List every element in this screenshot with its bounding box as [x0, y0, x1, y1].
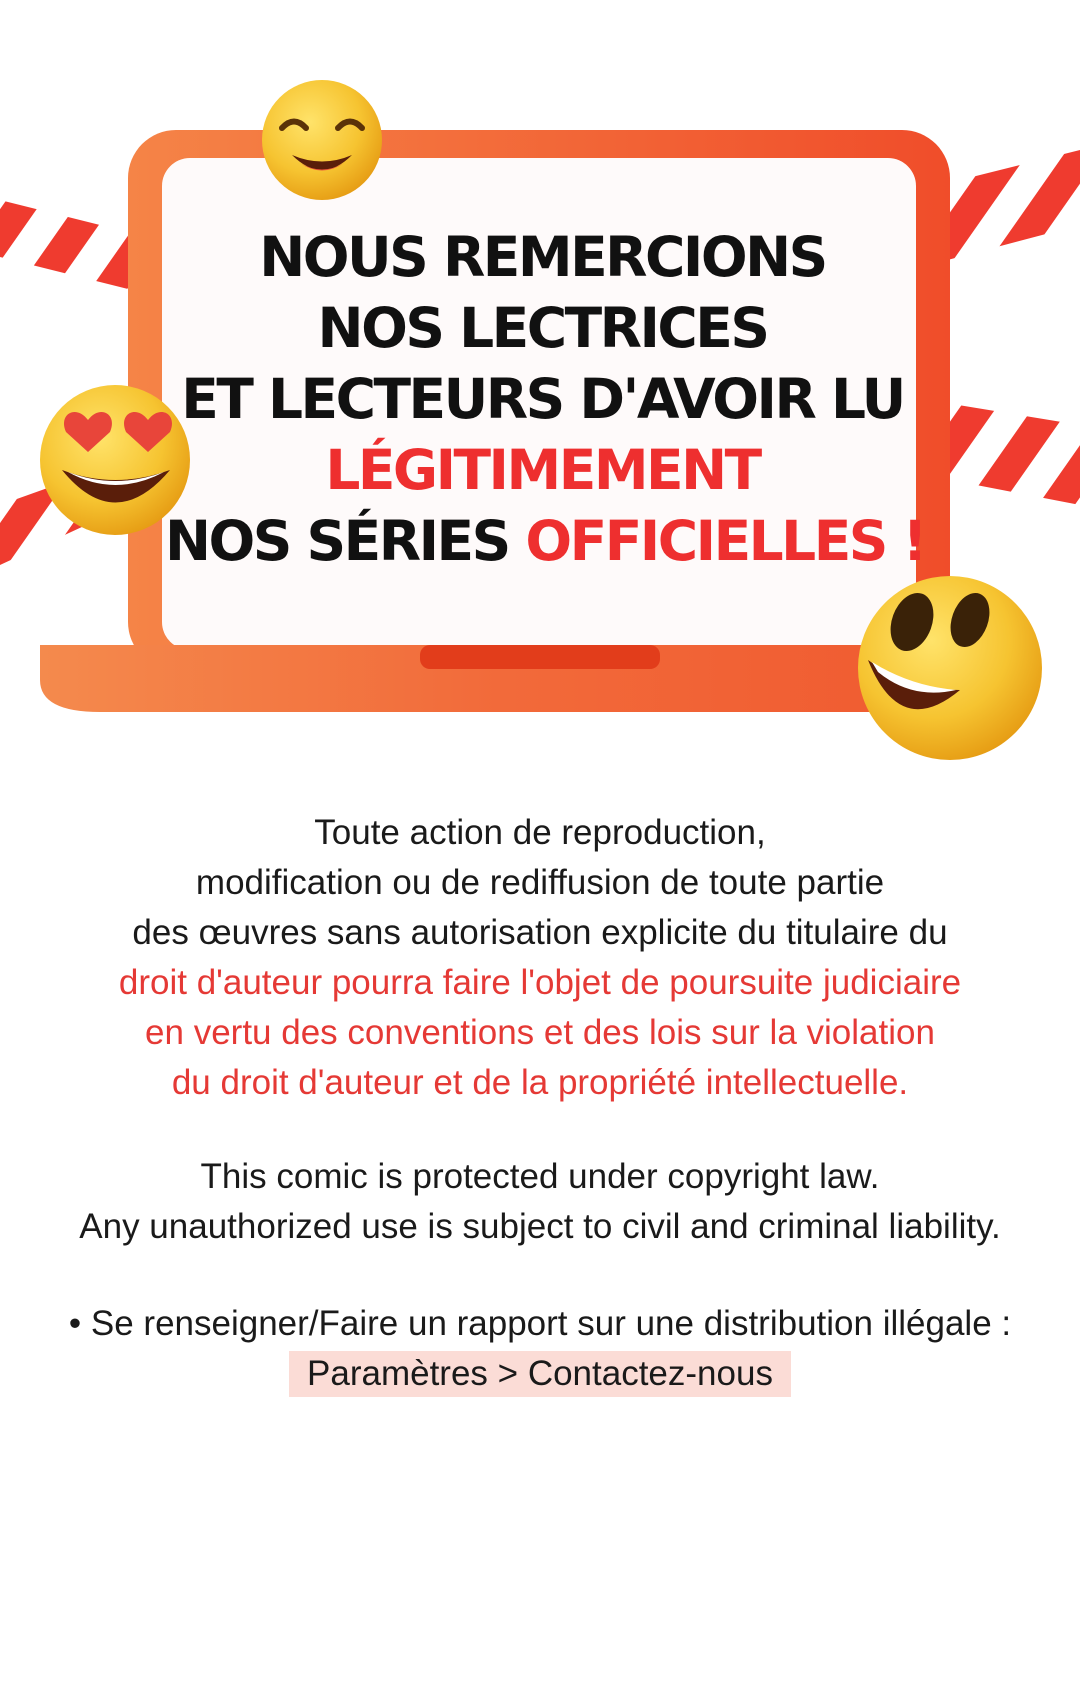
copyright-notice-english [0, 1152, 1080, 1252]
headline-line-1: NOUS REMERCIONS [259, 225, 826, 289]
notice-en-line: Any unauthorized use is subject to civil and criminal liability. [79, 1207, 1001, 1246]
notice-fr-line: du droit d'auteur et de la propriété intellectuelle. [171, 1063, 909, 1102]
smiling-emoji-icon [262, 80, 382, 200]
report-line [0, 1299, 1080, 1349]
copyright-notice-french [0, 808, 1080, 1108]
headline-line-3: ET LECTEURS D'AVOIR LU [181, 367, 904, 431]
headline-line-5-black: NOS SÉRIES [165, 509, 526, 573]
notice-fr-line: droit d'auteur pourra faire l'objet de poursuite judiciaire [118, 963, 962, 1002]
grinning-emoji-icon [858, 576, 1042, 760]
headline-line-5 [165, 506, 926, 577]
headline-line-4: LÉGITIMEMENT [325, 438, 760, 502]
headline-line-2: NOS LECTRICES [317, 296, 768, 360]
notice-fr-line: Toute action de reproduction, [314, 813, 766, 852]
headline [165, 222, 926, 577]
notice-fr-line: en vertu des conventions et des lois sur la violation [145, 1013, 935, 1052]
report-text: Se renseigner/Faire un rapport sur une distribution illégale : [90, 1304, 1012, 1343]
notice-en-line: This comic is protected under copyright law. [200, 1157, 880, 1196]
contact-link[interactable]: Paramètres > Contactez-nous [289, 1351, 791, 1397]
notice-fr-line: modification ou de rediffusion de toute partie [195, 863, 885, 902]
headline-line-5-red: OFFICIELLES ! [525, 509, 926, 573]
notice-fr-line: des œuvres sans autorisation explicite du titulaire du [132, 913, 948, 952]
report-section [0, 1299, 1080, 1399]
bullet: • [68, 1304, 82, 1343]
report-link-line [0, 1349, 1080, 1399]
